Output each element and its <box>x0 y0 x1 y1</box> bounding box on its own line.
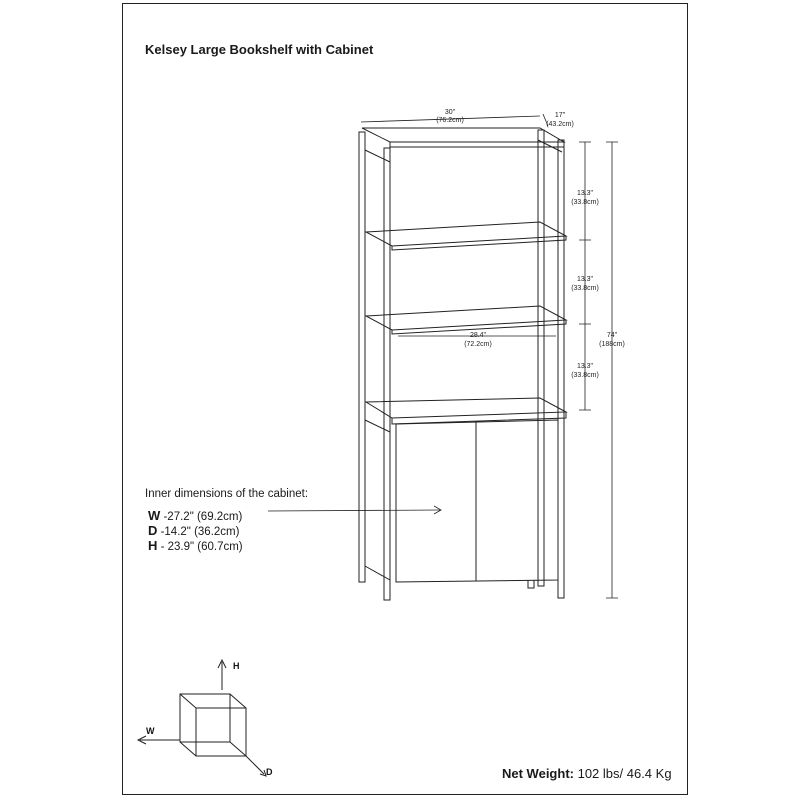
depth-cm-label: (43.2cm) <box>546 121 574 128</box>
cabinet-inner-height <box>148 538 243 553</box>
net-weight-label: Net Weight: <box>502 766 574 781</box>
cabinet-pointer-line <box>268 510 440 511</box>
axis-d-label: D <box>266 767 273 777</box>
height-cm-label: (188cm) <box>599 341 625 348</box>
cube-edges <box>180 694 246 756</box>
axis-cube-icon <box>138 660 266 776</box>
inner-depth-value: -14.2" (36.2cm) <box>157 526 240 538</box>
side-rail-1 <box>365 150 390 162</box>
left-front-post <box>359 132 365 582</box>
inner-width-value: -27.2" (69.2cm) <box>160 511 243 523</box>
d-axis-line <box>246 756 264 774</box>
right-rear-post <box>538 130 544 586</box>
axis-w-label: W <box>146 726 155 736</box>
shelf-1 <box>366 222 566 246</box>
shelf1-cm-label: (33.8cm) <box>571 199 599 206</box>
cabinet-side-top <box>365 420 390 432</box>
shelf3-in-label: 13.3" <box>576 363 594 370</box>
bookshelf-illustration <box>359 128 566 600</box>
shelf1-in-label: 13.3" <box>576 190 594 197</box>
width-in-label: 30" <box>444 109 456 116</box>
left-rear-post <box>384 148 390 600</box>
cabinet-inner-heading: Inner dimensions of the cabinet: <box>145 488 309 500</box>
inner-depth-key: D <box>148 523 158 538</box>
shelf-1-edge <box>392 236 566 250</box>
cabinet-foot <box>528 580 534 588</box>
inner-width-key: W <box>148 508 161 523</box>
shelf3-cm-label: (33.8cm) <box>571 372 599 379</box>
shelf-3 <box>366 398 566 418</box>
net-weight-value: 102 lbs/ 46.4 Kg <box>573 766 672 781</box>
cabinet-side-bottom <box>365 566 390 580</box>
axis-h-label: H <box>233 661 240 671</box>
cabinet-inner-depth <box>148 523 239 538</box>
product-title: Kelsey Large Bookshelf with Cabinet <box>145 42 374 57</box>
dimension-lines <box>268 114 618 598</box>
inner-height-key: H <box>148 538 158 553</box>
shelf2-cm-label: (33.8cm) <box>571 285 599 292</box>
top-shelf <box>362 128 564 142</box>
depth-in-label: 17" <box>554 112 566 119</box>
shelf2-in-label: 13.3" <box>576 276 594 283</box>
inner-width-cm-label: (72.2cm) <box>464 341 492 348</box>
cabinet-body <box>396 420 558 582</box>
shelf-2 <box>366 306 566 330</box>
width-cm-label: (76.2cm) <box>436 117 464 124</box>
right-front-post <box>558 140 564 598</box>
inner-height-value: - 23.9" (60.7cm) <box>157 541 243 553</box>
net-weight <box>502 766 672 781</box>
height-in-label: 74" <box>606 332 618 339</box>
inner-width-in-label: 28.4" <box>469 332 487 339</box>
cabinet-inner-width <box>148 508 242 523</box>
